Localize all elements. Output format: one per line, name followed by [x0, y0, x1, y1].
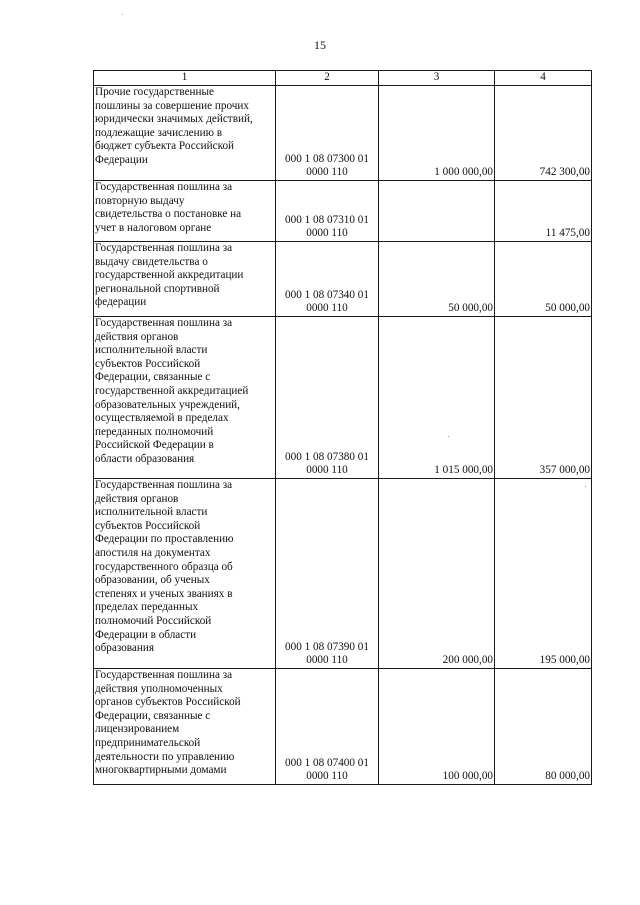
column-header-name: 1 [94, 71, 276, 86]
row-actual-cell: 50 000,00 [495, 242, 592, 317]
row-actual-cell: 357 000,00 [495, 317, 592, 479]
row-actual-cell: 11 475,00 [495, 181, 592, 242]
row-actual-cell: 195 000,00 [495, 479, 592, 669]
table-row [94, 86, 592, 181]
column-header-actual: 4 [495, 71, 592, 86]
row-plan-cell: 1 015 000,00 [379, 317, 495, 479]
scan-speck [122, 14, 123, 15]
row-name-cell: Государственная пошлина за повторную выдачу свидетельства о постановке на учет в налоговом органе [94, 181, 276, 242]
row-name-cell: Государственная пошлина за выдачу свидетельства о государственной аккредитации региональной спортивной федерации [94, 242, 276, 317]
row-name-cell: Государственная пошлина за действия уполномоченных органов субъектов Российской Федерации, связанные с лицензированием предпринимательской деятельности по управлению многоквартирными домами [94, 669, 276, 785]
table-row [94, 242, 592, 317]
row-code-cell: 000 1 08 07400 01 0000 110 [276, 669, 379, 785]
table-row [94, 669, 592, 785]
row-plan-cell [379, 181, 495, 242]
revenue-table [93, 70, 592, 785]
row-actual-cell: 742 300,00 [495, 86, 592, 181]
page-number: 15 [314, 38, 326, 52]
row-plan-cell: 1 000 000,00 [379, 86, 495, 181]
row-actual-cell: 80 000,00 [495, 669, 592, 785]
row-code-cell: 000 1 08 07310 01 0000 110 [276, 181, 379, 242]
row-plan-cell: 50 000,00 [379, 242, 495, 317]
scan-speck [448, 436, 449, 437]
scan-speck [585, 486, 586, 487]
table-row [94, 181, 592, 242]
row-plan-cell: 100 000,00 [379, 669, 495, 785]
row-code-cell: 000 1 08 07300 01 0000 110 [276, 86, 379, 181]
row-code-cell: 000 1 08 07390 01 0000 110 [276, 479, 379, 669]
row-code-cell: 000 1 08 07380 01 0000 110 [276, 317, 379, 479]
table-row [94, 479, 592, 669]
row-code-cell: 000 1 08 07340 01 0000 110 [276, 242, 379, 317]
column-header-plan: 3 [379, 71, 495, 86]
row-name-cell: Государственная пошлина за действия органов исполнительной власти субъектов Российской Федерации по проставлению апостиля на документах государственного образца об образовании, об ученых степенях и ученых званиях в пределах переданных полномочий Российской Федерации в области образования [94, 479, 276, 669]
table-header-row [94, 71, 592, 86]
row-name-cell: Прочие государственные пошлины за совершение прочих юридически значимых действий, подлежащие зачислению в бюджет субъекта Российской Федерации [94, 86, 276, 181]
column-header-code: 2 [276, 71, 379, 86]
row-name-cell: Государственная пошлина за действия органов исполнительной власти субъектов Российской Федерации, связанные с государственной аккредитацией образовательных учреждений, осуществляемой в пределах переданных полномочий Российской Федерации в области образования [94, 317, 276, 479]
table-row [94, 317, 592, 479]
row-plan-cell: 200 000,00 [379, 479, 495, 669]
